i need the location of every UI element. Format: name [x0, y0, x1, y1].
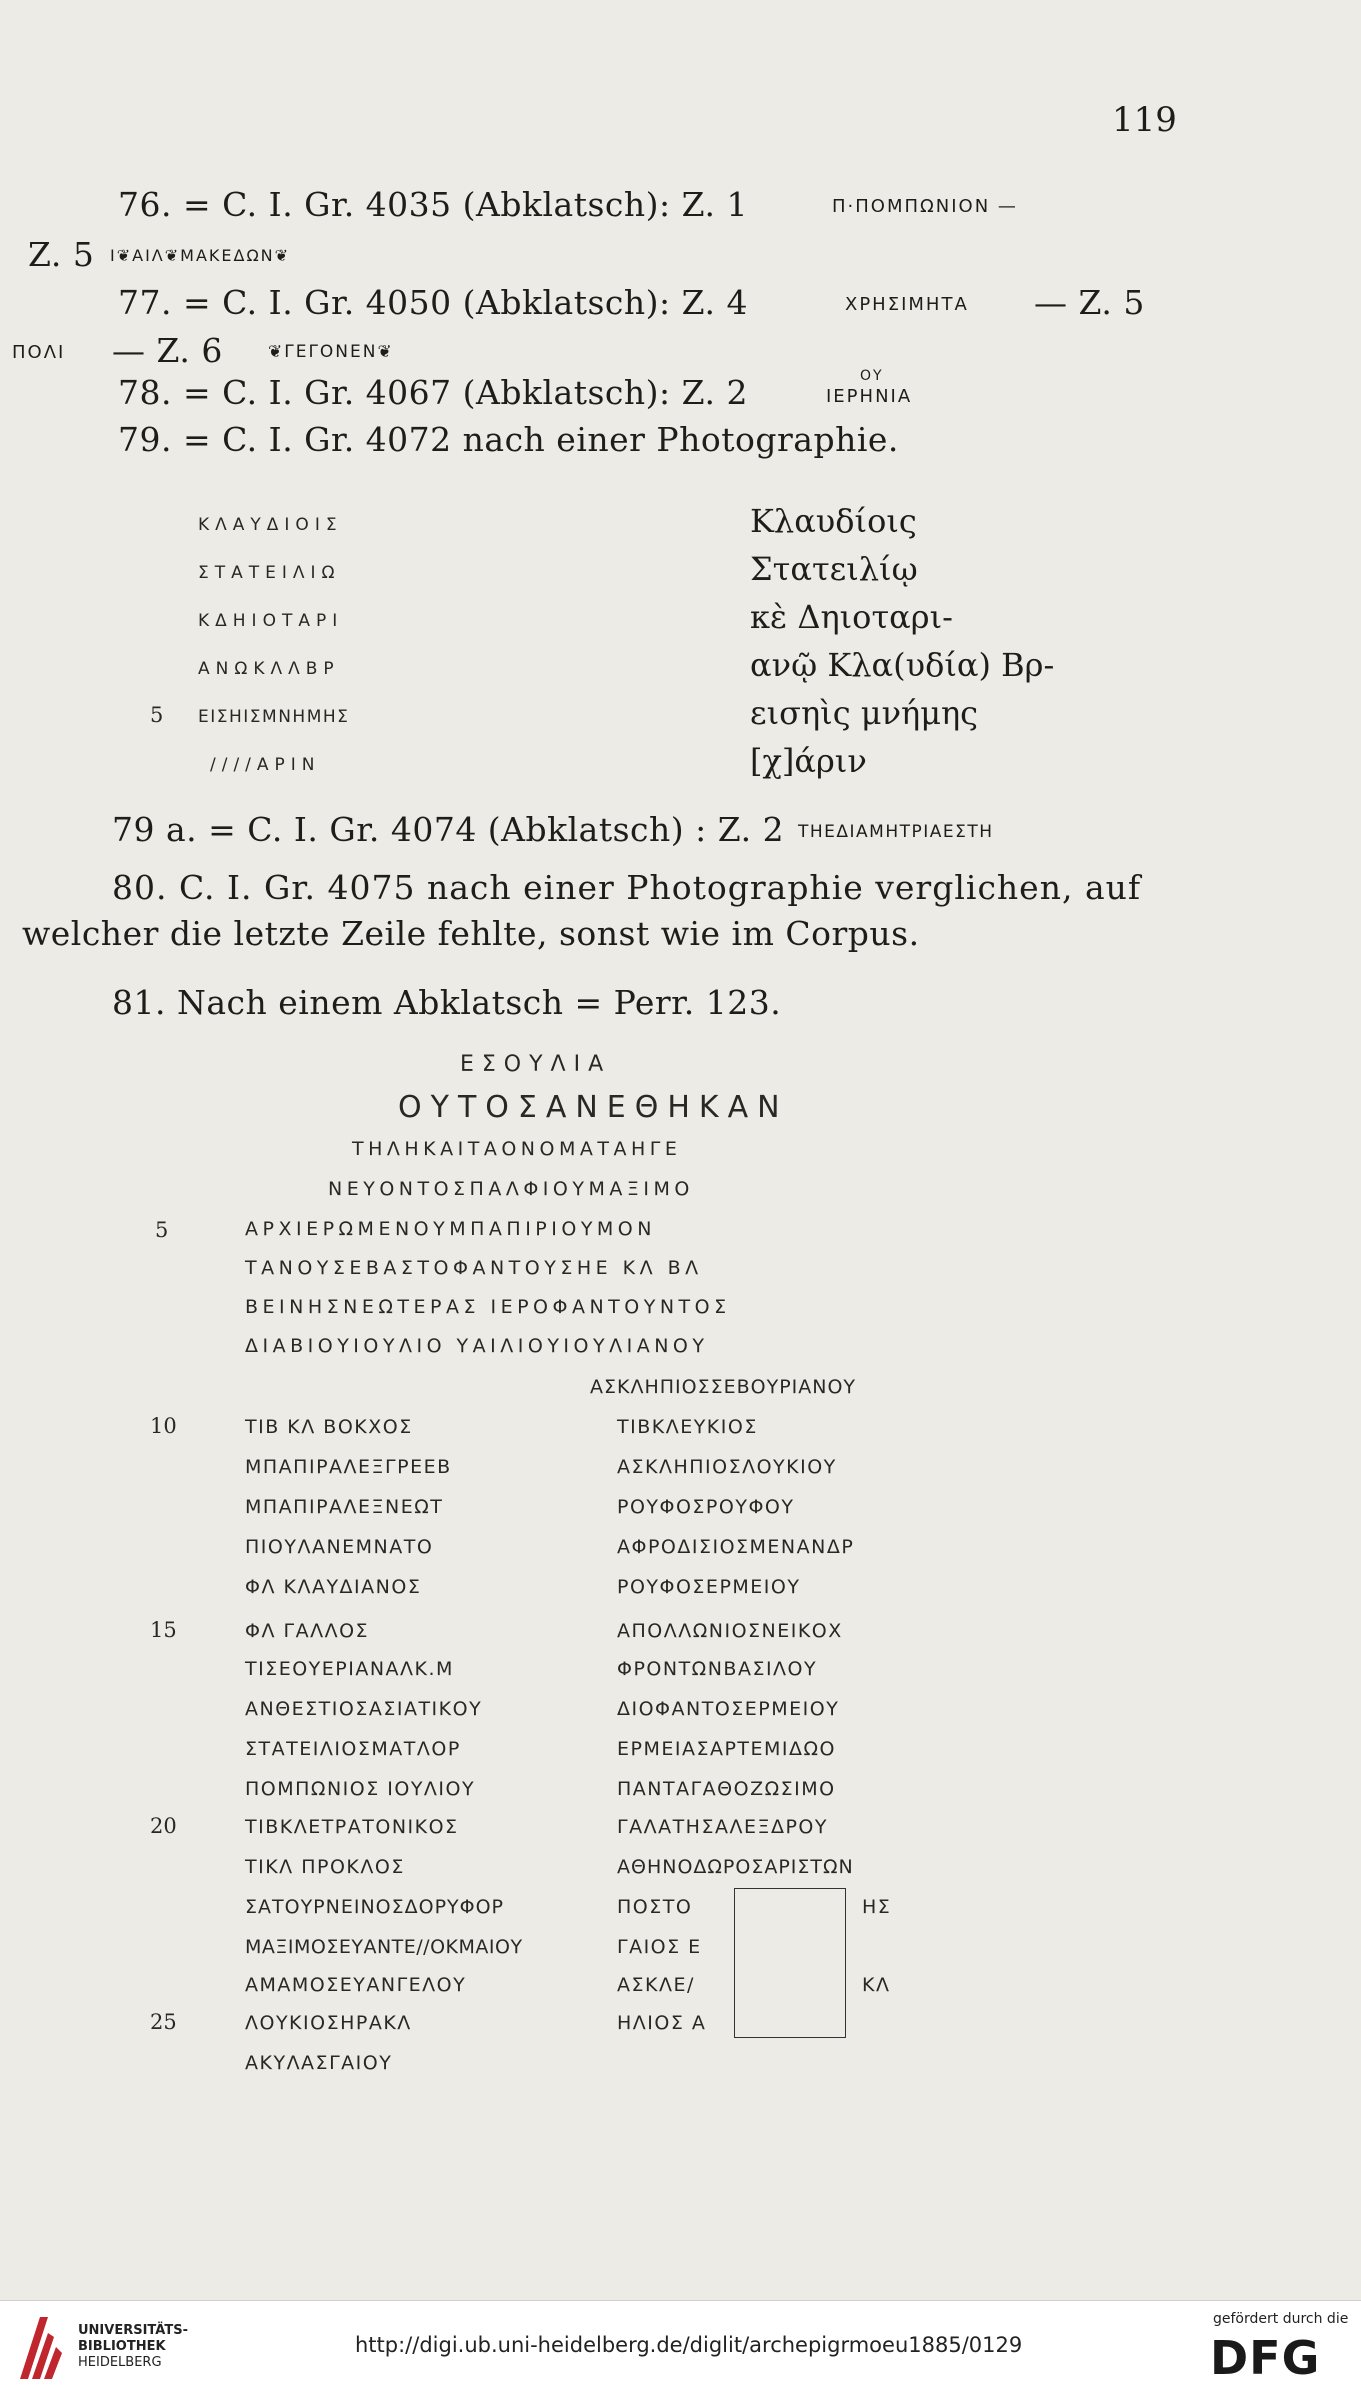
insc81-left-8: ΑΝΘΕΣΤΙΟΣΑΣΙΑΤΙΚΟΥ	[245, 1698, 483, 1720]
entry-80-line1: 80. C. I. Gr. 4075 nach einer Photographie verglichen, auf	[112, 868, 1142, 907]
entry-79-line: 79. = C. I. Gr. 4072 nach einer Photographie.	[118, 420, 899, 459]
insc81-right-7: ΦΡΟΝΤΩΝΒΑΣΙΛΟΥ	[617, 1658, 818, 1680]
entry-76-line1: 76. = C. I. Gr. 4035 (Abklatsch): Z. 1	[118, 185, 748, 224]
insc81-right-8: ΔΙΟΦΑΝΤΟΣΕΡΜΕΙΟΥ	[617, 1698, 840, 1720]
entry-77-greek1: ΧΡΗΣΙΜΗΤΑ	[845, 294, 969, 315]
insc81-left-10: ΠΟΜΠΩΝΙΟΣ ΙΟΥΛΙΟΥ	[245, 1778, 476, 1800]
insc81-header-9: ΑΣΚΛΗΠΙΟΣΣΕΒΟΥΡΙΑΝΟΥ	[590, 1376, 857, 1398]
insc81-right-4: ΑΦΡΟΔΙΣΙΟΣΜΕΝΑΝΔΡ	[617, 1536, 855, 1558]
insc81-left-16: ΛΟΥΚΙΟΣΗΡΑΚΛ	[245, 2012, 412, 2034]
entry-76-greek2: Ι❦ΑΙΛ❦ΜΑΚΕΔΩΝ❦	[110, 246, 291, 265]
entry-80-line2: welcher die letzte Zeile fehlte, sonst wie im Corpus.	[22, 914, 920, 953]
funded-by-label: gefördert durch die	[1213, 2311, 1349, 2327]
insc81-left-4: ΠΙΟΥΛΑΝΕΜΝΑΤΟ	[245, 1536, 434, 1558]
university-logo-icon	[14, 2313, 66, 2383]
insc81-right-6: ΑΠΟΛΛΩΝΙΟΣΝΕΙΚΟΧ	[617, 1620, 843, 1642]
insc79-left-5: ΕΙΣΗΙΣΜΝΗΜΗΣ	[198, 707, 350, 727]
library-line1: UNIVERSITÄTS-	[78, 2323, 188, 2338]
insc81-left-2: ΜΠΑΠΙΡΑΛΕΞΓΡΕΕΒ	[245, 1456, 452, 1478]
insc81-left-5: ΦΛ ΚΛΑΥΔΙΑΝΟΣ	[245, 1576, 422, 1598]
insc81-right-9: ΕΡΜΕΙΑΣΑΡΤΕΜΙΔΩΟ	[617, 1738, 837, 1760]
insc81-right-12: ΑΘΗΝΟΔΩΡΟΣΑΡΙΣΤΩΝ	[617, 1856, 854, 1878]
lacuna-box	[734, 1888, 846, 2038]
insc81-line-number-25: 25	[150, 2010, 177, 2034]
insc81-right-1: ΤΙΒΚΛΕΥΚΙΟΣ	[617, 1416, 758, 1438]
insc81-header-2: ΟΥΤΟΣΑΝΕΘΗΚΑΝ	[398, 1090, 789, 1125]
insc81-left-1: ΤΙΒ ΚΛ ΒΟΚΧΟΣ	[245, 1416, 413, 1438]
dfg-logo: DFG	[1210, 2331, 1321, 2385]
entry-78-greek: ΙΕΡΗΝΙΑ	[826, 386, 913, 407]
insc79-left-6: ////ΑΡΙΝ	[210, 755, 321, 775]
entry-77-greek2: ΠΟΛΙ	[12, 342, 66, 363]
insc81-left-6: ΦΛ ΓΑΛΛΟΣ	[245, 1620, 370, 1642]
insc81-header-3: ΤΗΛΗΚΑΙΤΑΟΝΟΜΑΤΑΗΓΕ	[352, 1138, 682, 1160]
insc81-right-10: ΠΑΝΤΑΓΑΘΟΖΩΣΙΜΟ	[617, 1778, 836, 1800]
insc81-line-number-5: 5	[155, 1218, 169, 1242]
insc81-right-15: ΑΣΚΛΕ/	[617, 1974, 695, 1996]
insc79-right-6: [χ]άριν	[750, 742, 867, 780]
insc79-left-1: ΚΛΑΥΔΙΟΙΣ	[198, 515, 343, 535]
insc81-left-13: ΣΑΤΟΥΡΝΕΙΝΟΣΔΟΡΥΦΟΡ	[245, 1896, 505, 1918]
insc79-right-3: κὲ Δηιοταρι-	[750, 598, 953, 636]
insc81-left-11: ΤΙΒΚΛΕΤΡΑΤΟΝΙΚΟΣ	[245, 1816, 459, 1838]
insc79-left-2: ΣΤΑΤΕΙΛΙΩ	[198, 563, 341, 583]
insc81-left-15: ΑΜΑΜΟΣΕΥΑΝΓΕΛΟΥ	[245, 1974, 467, 1996]
insc81-line-number-10: 10	[150, 1414, 177, 1438]
entry-76-greek1: Π·ΠΟΜΠΩΝΙΟΝ —	[832, 196, 1018, 217]
insc79-right-2: Στατειλίῳ	[750, 550, 918, 588]
insc81-header-1: ΕΣΟΥΛΙΑ	[460, 1052, 612, 1077]
library-name	[78, 2323, 188, 2371]
library-line3: HEIDELBERG	[78, 2355, 162, 2370]
insc79-left-4: ΑΝΩΚΛΛΒΡ	[198, 659, 340, 679]
insc81-header-4: ΝΕΥΟΝΤΟΣΠΑΛΦΙΟΥΜΑΞΙΜΟ	[328, 1178, 694, 1200]
insc81-right-5: ΡΟΥΦΟΣΕΡΜΕΙΟΥ	[617, 1576, 801, 1598]
page-number: 119	[1112, 100, 1177, 140]
insc81-right-2: ΑΣΚΛΗΠΙΟΣΛΟΥΚΙΟΥ	[617, 1456, 837, 1478]
entry-76-line2: Z. 5	[28, 235, 95, 274]
insc79-right-1: Κλαυδίοις	[750, 502, 917, 540]
insc81-right-16: ΗΛΙΟΣ Α	[617, 2012, 707, 2034]
insc81-left-12: ΤΙΚΛ ΠΡΟΚΛΟΣ	[245, 1856, 405, 1878]
entry-77-greek3: ❦ΓΕΓΟΝΕΝ❦	[268, 342, 394, 362]
entry-78-superscript: ΟΥ	[860, 368, 884, 384]
entry-77-line1: 77. = C. I. Gr. 4050 (Abklatsch): Z. 4	[118, 283, 748, 322]
insc81-left-9: ΣΤΑΤΕΙΛΙΟΣΜΑΤΛΟΡ	[245, 1738, 461, 1760]
insc81-left-7: ΤΙΣΕΟΥΕΡΙΑΝΑΛΚ.Μ	[245, 1658, 454, 1680]
entry-77-line2: — Z. 6	[112, 331, 223, 370]
entry-79a-line: 79 a. = C. I. Gr. 4074 (Abklatsch) : Z. 2	[112, 810, 785, 849]
insc81-right-11: ΓΑΛΑΤΗΣΑΛΕΞΔΡΟΥ	[617, 1816, 828, 1838]
library-line2: BIBLIOTHEK	[78, 2339, 166, 2354]
entry-79a-greek: ΤΗΕΔΙΑΜΗΤΡΙΑΕΣΤΗ	[798, 822, 994, 842]
insc79-right-5: εισηὶς μνήμης	[750, 694, 979, 732]
insc79-left-3: ΚΔΗΙΟΤΑΡΙ	[198, 611, 344, 631]
insc81-line-number-15: 15	[150, 1618, 177, 1642]
insc81-right-13: ΠΟΣΤΟ	[617, 1896, 693, 1918]
insc81-right-14: ΓΑΙΟΣ Ε	[617, 1936, 702, 1958]
insc81-header-8: ΔΙΑΒΙΟΥΙΟΥΛΙΟ ΥΑΙΛΙΟΥΙΟΥΛΙΑΝΟΥ	[245, 1335, 709, 1357]
insc81-header-7: ΒΕΙΝΗΣΝΕΩΤΕΡΑΣ ΙΕΡΟΦΑΝΤΟΥΝΤΟΣ	[245, 1296, 731, 1318]
insc79-right-4: ανῷ Κλα(υδία) Βρ-	[750, 646, 1055, 684]
insc81-header-6: ΤΑΝΟΥΣΕΒΑΣΤΟΦΑΝΤΟΥΣΗΕ ΚΛ ΒΛ	[245, 1257, 703, 1279]
insc81-left-14: ΜΑΞΙΜΟΣΕΥΑΝΤΕ//ΟΚΜΑΙΟΥ	[245, 1936, 523, 1958]
insc81-box-right-2: ΚΛ	[862, 1974, 891, 1996]
insc81-left-3: ΜΠΑΠΙΡΑΛΕΞΝΕΩΤ	[245, 1496, 444, 1518]
insc79-line-number: 5	[150, 703, 164, 727]
insc81-header-5: ΑΡΧΙΕΡΩΜΕΝΟΥΜΠΑΠΙΡΙΟΥΜΟΝ	[245, 1218, 656, 1240]
entry-81-line: 81. Nach einem Abklatsch = Perr. 123.	[112, 983, 782, 1022]
insc81-line-number-20: 20	[150, 1814, 177, 1838]
insc81-right-3: ΡΟΥΦΟΣΡΟΥΦΟΥ	[617, 1496, 795, 1518]
entry-78-line: 78. = C. I. Gr. 4067 (Abklatsch): Z. 2	[118, 373, 748, 412]
entry-77-tail: — Z. 5	[1034, 283, 1145, 322]
page-url-link[interactable]: http://digi.ub.uni-heidelberg.de/diglit/archepigrmoeu1885/0129	[355, 2333, 1023, 2357]
insc81-left-17: ΑΚΥΛΑΣΓΑΙΟΥ	[245, 2052, 393, 2074]
footer-bar	[0, 2300, 1361, 2395]
insc81-box-right-1: ΗΣ	[862, 1896, 892, 1918]
